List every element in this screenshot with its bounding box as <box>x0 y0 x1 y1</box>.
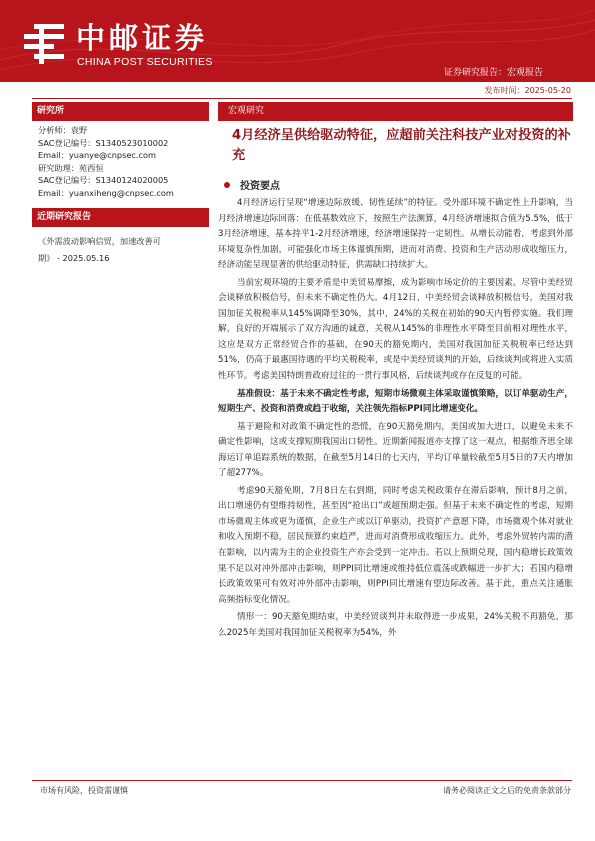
analyst-email[interactable]: Email：yuanye@cnpsec.com <box>38 150 156 161</box>
footer-divider <box>32 780 572 781</box>
header-divider <box>32 98 572 99</box>
recent-report-link[interactable] <box>32 227 209 267</box>
analyst-info <box>32 121 209 204</box>
logo-chinese-name: 中邮证券 <box>76 21 209 55</box>
bullet-icon <box>224 182 230 188</box>
section-heading <box>218 180 573 194</box>
research-institute-heading: 研究所 <box>32 102 209 121</box>
section-heading-text: 投资要点 <box>240 181 280 192</box>
assistant-name: 研究助理：苑西恒 <box>38 162 104 173</box>
recent-report-date: 期》 - 2025.05.16 <box>38 252 110 263</box>
paragraph: 基于避险和对政策不确定性的恐慌，在90天豁免期内，美国或加大进口，以避免未来不确定性影响，这或支撑短期我国出口韧性。近期新闻报道亦支撑了这一观点，根据维齐思全球海运订单追踪系统的数据，在截至5月14日的七天内，平均订单量较截至5月5日的7天内增加了超277%。 <box>218 421 573 479</box>
logo-english-name: CHINA POST SECURITIES <box>77 56 213 68</box>
assistant-email[interactable]: Email：yuanxiheng@cnpsec.com <box>38 187 174 198</box>
paragraph: 4月经济运行呈现“增速边际放缓、韧性延续”的特征。受外部环境不确定性上升影响，当月经济增速边际回落：在低基数效应下，按照生产法测算，4月经济增速拟合值为5.5%，低于3月经济增速，基本持平1-2月经济增速，经济增速保持一定韧性。从增长动能看，考虑到外部环境复杂性加剧，可能强化市场主体谨慎预期，进而对消费、投资和生产活动形成收缩压力，经济动能呈现显著的供给驱动特征，供需缺口持续扩大。 <box>218 198 573 271</box>
paragraph: 当前宏观环境的主要矛盾是中美贸易摩擦，成为影响市场定价的主要因素。尽管中美经贸会谈释放积极信号，但未来不确定性仍大。4月12日，中美经贸会谈释放积极信号，美国对我国加征关税税率从145%调降至30%，其中，24%的关税在初始的90天内暂停实施。我们理解，良好的开端展示了双方沟通的诚意，关税从145%的非理性水平降至目前相对理性水平，这应是双方正常经贸合作的基础，在90天的豁免期内，美国对我国加征关税税率已经达到51%，仍高于最惠国待遇的平均关税税率，或是中美经贸谈判的开始，后续谈判或将进入实质性环节。考虑美国特朗普政府过往的一贯行事风格，后续谈判或存在反复的可能。 <box>218 277 573 382</box>
recent-reports-heading: 近期研究报告 <box>32 208 209 227</box>
sidebar <box>32 102 209 267</box>
china-post-logo-icon <box>20 22 68 66</box>
analyst-sac-number: SAC登记编号：S1340523010002 <box>38 137 169 148</box>
footer-risk-note: 市场有风险，投资需谨慎 <box>40 786 128 795</box>
main-content <box>218 102 573 641</box>
analyst-name: 分析师：袁野 <box>38 125 88 135</box>
paragraph-scenario-one: 情形一：90天豁免期结束，中美经贸谈判并未取得进一步成果，24%关税不再豁免，那么2025年美国对我国加征关税税率为54%，外 <box>218 612 573 638</box>
report-type: 证券研究报告：宏观报告 <box>443 68 543 78</box>
report-header <box>0 0 595 82</box>
paragraph: 考虑90天豁免期，7月8日左右到期，同时考虑关税政策存在滞后影响，预计8月之前，出口增速仍有望维持韧性，甚至因“抢出口”或超预期走强。但基于未来不确定性的考虑，短期市场微观主体或更为谨慎，企业生产或以订单驱动，投资扩产意愿下降，市场微观个体对就业和收入预期不稳，居民预算约束趋严，进而对消费形成收缩压力。此外，考虑外贸转内需的潜在影响，以内需为主的企业投资生产亦会受到一定冲击。若以上预期兑现，国内稳增长政策效果不足以对冲外部冲击影响，则PPI同比增速或维持低位震荡或跌幅进一步扩大；若国内稳增长政策效果可有效对冲外部冲击影响，则PPI同比增速有望边际改善。基于此，重点关注通胀高频指标变化情况。 <box>218 485 573 605</box>
footer-disclaimer-note: 请务必阅读正文之后的免责条款部分 <box>443 786 571 795</box>
recent-report-title: 《外需波动影响信贸，加速改善可 <box>38 235 161 246</box>
category-tag: 宏观研究 <box>218 102 573 121</box>
assistant-sac-number: SAC登记编号：S1340124020005 <box>38 175 169 186</box>
report-title: 4月经济呈供给驱动特征，应超前关注科技产业对投资的补充 <box>232 128 571 163</box>
release-time: 发布时间：2025-05-20 <box>484 86 571 95</box>
paragraph-baseline-assumption: 基准假设：基于未来不确定性考虑，短期市场微观主体采取谨慎策略，以订单驱动生产，短期生产、投资和消费或趋于收缩，关注领先指标PPI同比增速变化。 <box>218 388 573 415</box>
